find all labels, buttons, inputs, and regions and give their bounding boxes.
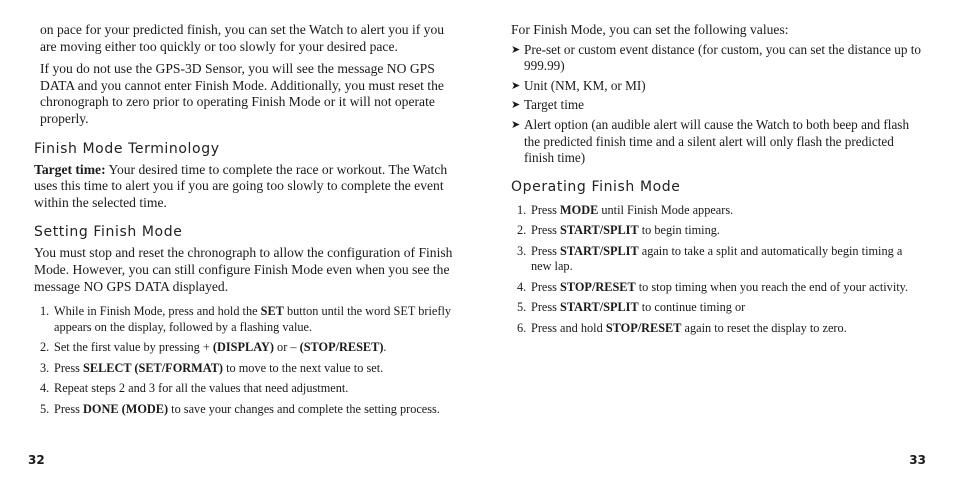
paragraph-target-time: Target time: Your desired time to complete the race or workout. The Watch uses this time to alert you if you are going too slowly to complete the event within the selected time.: [34, 161, 448, 210]
list-item: 2. Set the first value by pressing + (DISPLAY) or – (STOP/RESET).: [40, 340, 387, 355]
page-number-left: 32: [28, 453, 45, 467]
list-item: 3. Press START/SPLIT again to take a split and automatically begin timing a new lap.: [517, 243, 903, 274]
values-bullet-list: [511, 42, 921, 167]
list-item: 4. Repeat steps 2 and 3 for all the values that need adjustment.: [40, 381, 349, 396]
heading-operating-finish-mode: Operating Finish Mode: [511, 178, 681, 195]
list-item: 2. Press START/SPLIT to begin timing.: [517, 223, 720, 238]
list-item: ➤ Alert option (an audible alert will cause the Watch to both beep and flash the predicted finish time and a silent alert will only flash the predicted finish time): [511, 116, 910, 166]
arrow-bullet-icon: ➤: [511, 99, 521, 112]
paragraph-values-intro: For Finish Mode, you can set the following values:: [511, 22, 789, 37]
list-item: 3. Press SELECT (SET/FORMAT) to move to the next value to set.: [40, 360, 384, 375]
list-item: 5. Press START/SPLIT to continue timing or: [517, 300, 746, 315]
setting-steps-list: [34, 304, 454, 417]
list-item: 6. Press and hold STOP/RESET again to reset the display to zero.: [517, 320, 847, 335]
left-page: [34, 22, 454, 417]
list-item: 4. Press STOP/RESET to stop timing when you reach the end of your activity.: [517, 279, 909, 294]
list-item: ➤ Unit (NM, KM, or MI): [511, 77, 646, 93]
list-item: ➤ Pre-set or custom event distance (for custom, you can set the distance up to 999.99): [511, 41, 921, 74]
arrow-bullet-icon: ➤: [511, 43, 521, 56]
right-page: [511, 22, 921, 336]
heading-setting-finish-mode: Setting Finish Mode: [34, 224, 183, 241]
paragraph-setting-intro: You must stop and reset the chronograph to allow the configuration of Finish Mode. However, you can still configure Finish Mode even when you see the message NO GPS DATA displayed.: [34, 245, 453, 294]
heading-finish-mode-terminology: Finish Mode Terminology: [34, 140, 220, 157]
target-time-label: Target time:: [34, 161, 106, 177]
arrow-bullet-icon: ➤: [511, 79, 521, 92]
paragraph-gps-note: If you do not use the GPS-3D Sensor, you will see the message NO GPS DATA and you cannot enter Finish Mode. Additionally, you must reset the chronograph to zero prior to operating Finish Mode or it will not operate properly.: [40, 61, 444, 126]
arrow-bullet-icon: ➤: [511, 118, 521, 131]
list-item: 5. Press DONE (MODE) to save your changes and complete the setting process.: [40, 401, 440, 416]
list-item: 1. Press MODE until Finish Mode appears.: [517, 202, 734, 217]
list-item: 1. While in Finish Mode, press and hold the SET button until the word SET briefly appears on the display, followed by a flashing value.: [40, 304, 452, 334]
page-number-right: 33: [909, 453, 926, 467]
list-item: ➤ Target time: [511, 97, 584, 113]
paragraph-pace-alert: on pace for your predicted finish, you can set the Watch to alert you if you are moving either too quickly or too slowly for your desired pace.: [40, 22, 445, 54]
operating-steps-list: [511, 203, 921, 337]
